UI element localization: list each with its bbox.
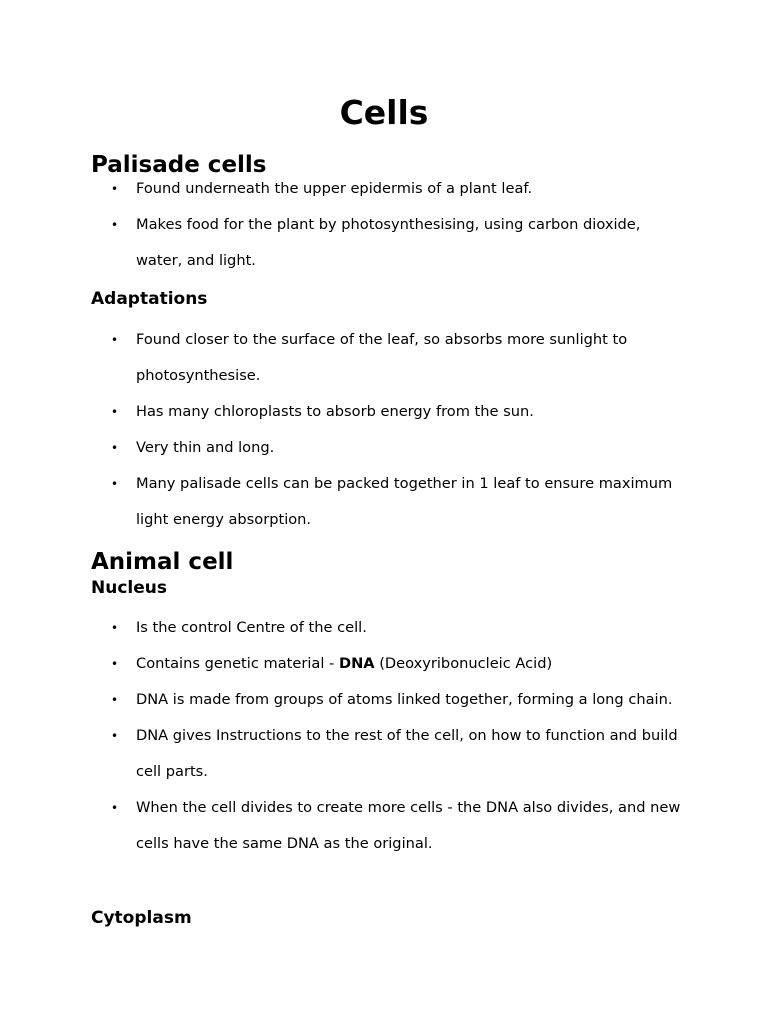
list-item (91, 430, 681, 466)
list-item-text: (Deoxyribonucleic Acid) (374, 655, 553, 672)
bullet-icon: • (111, 693, 119, 707)
bullet-icon: • (111, 218, 119, 232)
list-item-text: Has many chloroplasts to absorb energy from the sun. (136, 403, 534, 420)
nucleus-list (91, 610, 681, 862)
list-item (91, 682, 681, 718)
heading-adaptations: Adaptations (91, 289, 208, 309)
list-item (91, 171, 681, 207)
bullet-icon: • (111, 729, 119, 743)
list-item-text: Contains genetic material - (136, 655, 339, 672)
list-item (91, 790, 681, 862)
bullet-icon: • (111, 182, 119, 196)
bullet-icon: • (111, 801, 119, 815)
list-item (91, 466, 681, 538)
dna-bold-term: DNA (338, 655, 375, 672)
palisade-list (91, 171, 681, 279)
list-item (91, 322, 681, 394)
bullet-icon: • (111, 477, 119, 491)
list-item-text: Makes food for the plant by photosynthesising, using carbon dioxide, water, and light. (136, 216, 641, 269)
list-item (91, 610, 681, 646)
heading-animal-cell: Animal cell (91, 549, 234, 575)
page-title: Cells (339, 93, 429, 132)
bullet-icon: • (111, 405, 119, 419)
bullet-icon: • (111, 621, 119, 635)
bullet-icon: • (111, 657, 119, 671)
list-item-text: Very thin and long. (136, 439, 275, 456)
bullet-icon: • (111, 333, 119, 347)
list-item-text: Many palisade cells can be packed together in 1 leaf to ensure maximum light energy absorption. (136, 475, 673, 528)
heading-cytoplasm: Cytoplasm (91, 908, 192, 928)
list-item (91, 718, 681, 790)
list-item (91, 394, 681, 430)
list-item-text: Found underneath the upper epidermis of a plant leaf. (136, 180, 533, 197)
list-item (91, 646, 681, 682)
list-item-text: DNA gives Instructions to the rest of the cell, on how to function and build cell parts. (136, 727, 678, 780)
heading-palisade-cells: Palisade cells (91, 152, 267, 178)
list-item-text: Is the control Centre of the cell. (136, 619, 367, 636)
bullet-icon: • (111, 441, 119, 455)
list-item-text: When the cell divides to create more cells - the DNA also divides, and new cells have the same DNA as the original. (136, 799, 681, 852)
list-item-text: DNA is made from groups of atoms linked together, forming a long chain. (136, 691, 673, 708)
adaptations-list (91, 322, 681, 538)
heading-nucleus: Nucleus (91, 578, 167, 598)
list-item-text: Found closer to the surface of the leaf, so absorbs more sunlight to photosynthesise. (136, 331, 628, 384)
list-item (91, 207, 681, 279)
